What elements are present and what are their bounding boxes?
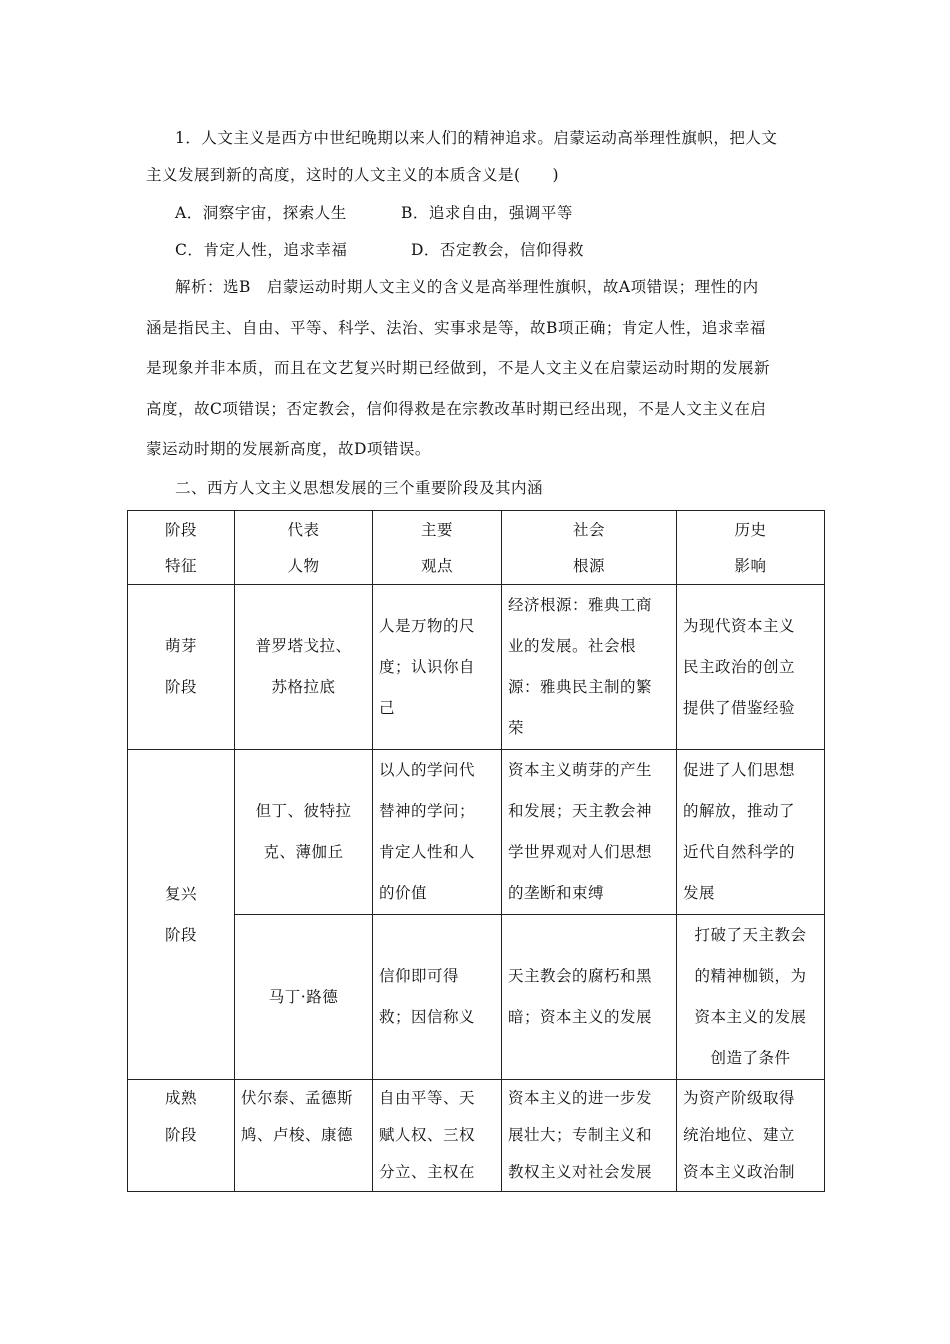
section-title: 二、西方人文主义思想发展的三个重要阶段及其内涵 <box>175 479 544 497</box>
stage-cell: 萌芽 阶段 <box>128 585 235 750</box>
option-d: D．否定教会，信仰得救 <box>411 241 584 259</box>
table-header-row <box>128 511 825 585</box>
analysis-line-2: 涵是指民主、自由、平等、科学、法治、实事求是等，故B项正确；肯定人性，追求幸福 <box>146 319 766 337</box>
people-cell: 但丁、彼特拉 克、薄伽丘 <box>235 750 373 915</box>
header-impact: 历史 影响 <box>677 511 825 585</box>
option-b: B．追求自由，强调平等 <box>401 204 573 222</box>
views-cell: 以人的学问代 替神的学问； 肯定人性和人 的价值 <box>373 750 502 915</box>
views-cell: 人是万物的尺 度；认识你自 己 <box>373 585 502 750</box>
analysis-line-1: 解析：选B 启蒙运动时期人文主义的含义是高举理性旗帜，故A项错误；理性的内 <box>175 278 759 296</box>
roots-cell: 资本主义的进一步发 展壮大；专制主义和 教权主义对社会发展 <box>502 1080 677 1192</box>
people-cell: 普罗塔戈拉、 苏格拉底 <box>235 585 373 750</box>
table-row <box>128 1080 825 1192</box>
roots-cell: 经济根源：雅典工商 业的发展。社会根 源：雅典民主制的繁 荣 <box>502 585 677 750</box>
views-cell: 自由平等、天 赋人权、三权 分立、主权在 <box>373 1080 502 1192</box>
header-roots: 社会 根源 <box>502 511 677 585</box>
stage-cell: 复兴 阶段 <box>128 750 235 1080</box>
people-cell: 伏尔泰、孟德斯 鸠、卢梭、康德 <box>235 1080 373 1192</box>
views-cell: 信仰即可得 救；因信称义 <box>373 915 502 1080</box>
stages-table <box>127 510 825 1192</box>
analysis-line-5: 蒙运动时期的发展新高度，故D项错误。 <box>146 440 431 458</box>
impact-cell: 促进了人们思想 的解放，推动了 近代自然科学的 发展 <box>677 750 825 915</box>
analysis-line-4: 高度，故C项错误；否定教会，信仰得救是在宗教改革时期已经出现，不是人文主义在启 <box>146 400 767 418</box>
question-stem-line-1: 1．人文主义是西方中世纪晚期以来人们的精神追求。启蒙运动高举理性旗帜，把人文 <box>175 129 778 147</box>
stage-cell: 成熟 阶段 <box>128 1080 235 1192</box>
option-a: A．洞察宇宙，探索人生 <box>175 204 347 222</box>
impact-cell: 为资产阶级取得 统治地位、建立 资本主义政治制 <box>677 1080 825 1192</box>
options-row-1 <box>175 202 775 224</box>
option-c: C．肯定人性，追求幸福 <box>175 241 348 259</box>
options-row-2 <box>175 239 775 261</box>
impact-cell: 打破了天主教会 的精神枷锁，为 资本主义的发展 创造了条件 <box>677 915 825 1080</box>
analysis-line-3: 是现象并非本质，而且在文艺复兴时期已经做到，不是人文主义在启蒙运动时期的发展新 <box>146 359 771 377</box>
header-views: 主要 观点 <box>373 511 502 585</box>
question-stem-line-2: 主义发展到新的高度，这时的人文主义的本质含义是( ) <box>146 166 560 184</box>
roots-cell: 天主教会的腐朽和黑 暗；资本主义的发展 <box>502 915 677 1080</box>
table-row <box>128 585 825 750</box>
table-row <box>128 750 825 915</box>
impact-cell: 为现代资本主义 民主政治的创立 提供了借鉴经验 <box>677 585 825 750</box>
header-people: 代表 人物 <box>235 511 373 585</box>
header-stage: 阶段 特征 <box>128 511 235 585</box>
people-cell: 马丁·路德 <box>235 915 373 1080</box>
roots-cell: 资本主义萌芽的产生 和发展；天主教会神 学世界观对人们思想 的垄断和束缚 <box>502 750 677 915</box>
